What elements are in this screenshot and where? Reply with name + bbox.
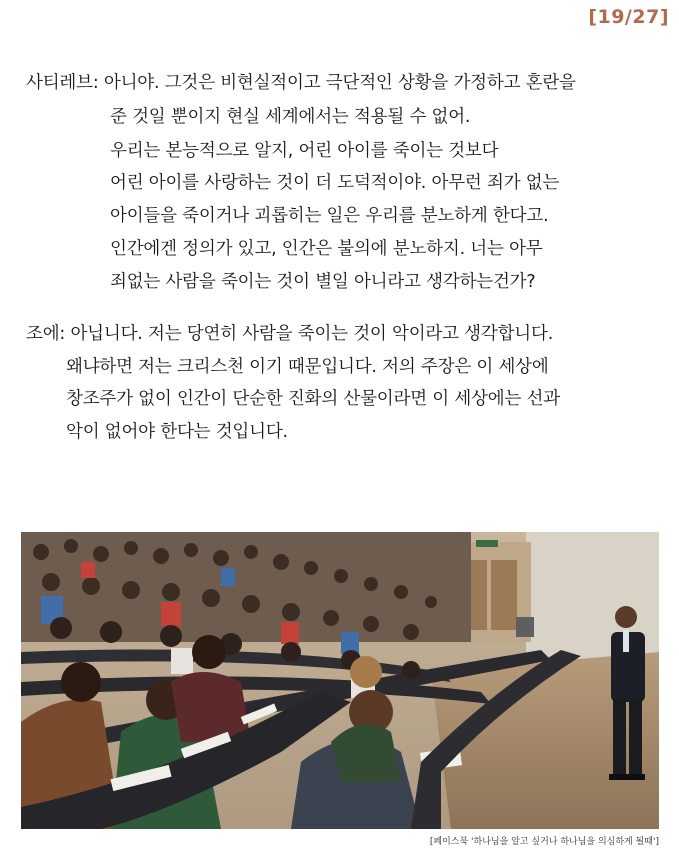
lecture-hall-photo: [21, 532, 659, 829]
satirev-line: 준 것일 뿐이지 현실 세계에서는 적용될 수 없어.: [110, 107, 471, 127]
joe-line: 왜냐하면 저는 크리스천 이기 때문입니다. 저의 주장은 이 세상에: [66, 357, 549, 377]
satirev-line: 사티레브: 아니야. 그것은 비현실적이고 극단적인 상황을 가정하고 혼란을: [26, 73, 576, 93]
joe-line: 창조주가 없이 인간이 단순한 진화의 산물이라면 이 세상에는 선과: [66, 389, 560, 409]
satirev-line: 우리는 본능적으로 알지, 어린 아이를 죽이는 것보다: [110, 141, 499, 161]
satirev-line: 아이들을 죽이거나 괴롭히는 일은 우리를 분노하게 한다고.: [110, 206, 549, 226]
satirev-line: 죄없는 사람을 죽이는 것이 별일 아니라고 생각하는건가?: [110, 272, 536, 292]
page-counter: [19/27]: [588, 6, 669, 28]
photo-caption: [페이스북 '하나님을 알고 싶거나 하나님을 의심하게 될때']: [429, 837, 659, 847]
satirev-line: 인간에겐 정의가 있고, 인간은 불의에 분노하지. 너는 아무: [110, 239, 543, 259]
joe-line: 악이 없어야 한다는 것입니다.: [66, 422, 288, 442]
satirev-line: 어린 아이를 사랑하는 것이 더 도덕적이야. 아무런 죄가 없는: [110, 173, 560, 193]
joe-line: 조에: 아닙니다. 저는 당연히 사람을 죽이는 것이 악이라고 생각합니다.: [26, 324, 554, 344]
